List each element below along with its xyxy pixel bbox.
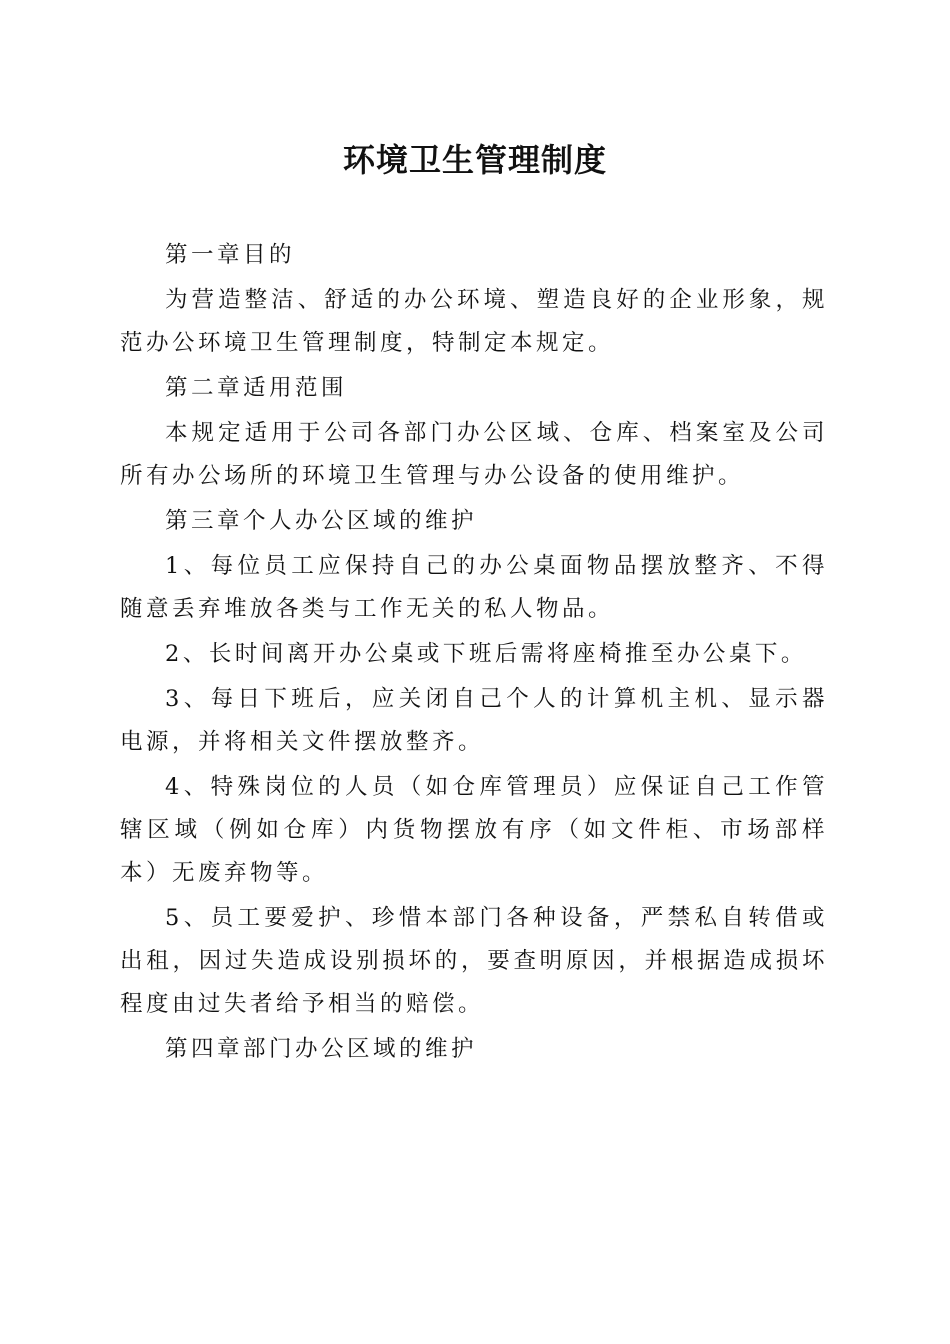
list-item: 3、每日下班后，应关闭自己个人的计算机主机、显示器电源，并将相关文件摆放整齐。	[120, 686, 828, 755]
document-title: 环境卫生管理制度	[342, 141, 607, 179]
paragraph: 本规定适用于公司各部门办公区域、仓库、档案室及公司所有办公场所的环境卫生管理与办公设备的使用维护。	[120, 420, 828, 489]
list-item: 5、员工要爱护、珍惜本部门各种设备，严禁私自转借或出租，因过失造成设别损坏的，要查明原因，并根据造成损坏程度由过失者给予相当的赔偿。	[120, 905, 828, 1017]
document-body	[120, 234, 828, 1073]
chapter-heading: 第二章适用范围	[165, 375, 348, 401]
chapter-heading: 第一章目的	[165, 242, 296, 268]
paragraph: 为营造整洁、舒适的办公环境、塑造良好的企业形象，规范办公环境卫生管理制度，特制定本规定。	[120, 287, 828, 356]
chapter-heading: 第三章个人办公区域的维护	[165, 508, 478, 534]
chapter-heading: 第四章部门办公区域的维护	[165, 1036, 478, 1062]
list-item: 2、长时间离开办公桌或下班后需将座椅推至办公桌下。	[165, 641, 807, 667]
list-item: 1、每位员工应保持自己的办公桌面物品摆放整齐、不得随意丢弃堆放各类与工作无关的私人物品。	[120, 553, 828, 622]
list-item: 4、特殊岗位的人员（如仓库管理员）应保证自己工作管辖区域（例如仓库）内货物摆放有序（如文件柜、市场部样本）无废弃物等。	[120, 774, 828, 886]
